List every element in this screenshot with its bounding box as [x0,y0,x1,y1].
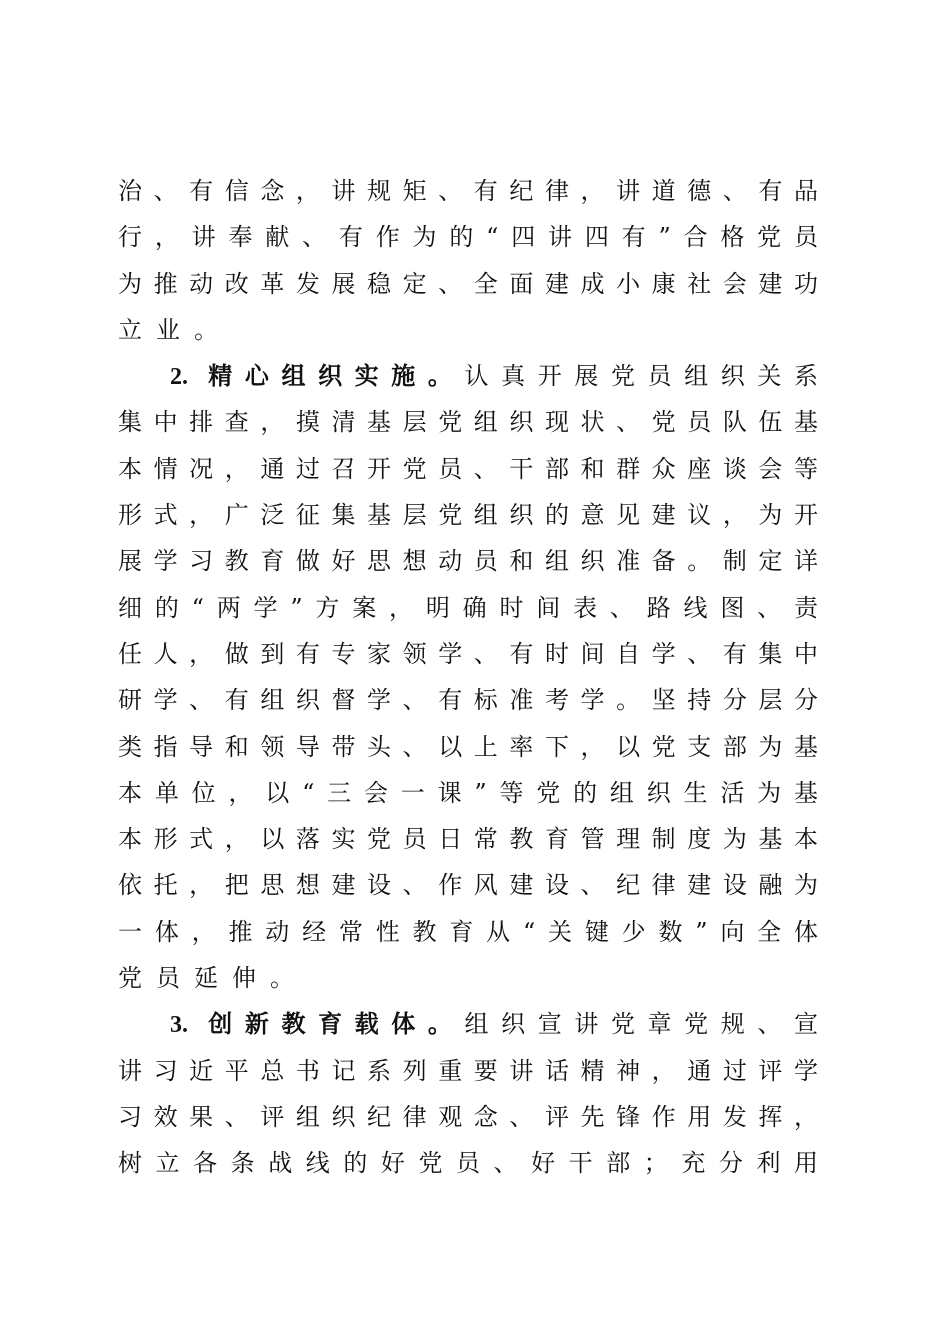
document-body [118,168,818,1187]
section-heading: 精心组织实施。 [208,362,465,391]
text-line: 行，讲奉献、有作为的“四讲四有”合格党员 [118,223,818,252]
text-line: 党员延伸。 [118,964,308,993]
text-line: 一体，推动经常性教育从“关键少数”向全体 [118,917,818,946]
text-line: 树立各条战线的好党员、好干部；充分利用 [118,1149,818,1178]
section-number: 2. [170,364,188,391]
text-run: 组织宣讲党章党规、宣 [464,1010,818,1039]
text-line: 本单位，以“三会一课”等党的组织生活为基 [118,778,818,807]
section-number: 3. [170,1012,188,1039]
paragraph-heading-line [118,353,818,399]
text-line: 类指导和领导带头、以上率下，以党支部为基 [118,732,818,761]
text-run: 认真开展党员组织关系 [464,362,818,391]
text-line: 研学、有组织督学、有标准考学。坚持分层分 [118,686,818,715]
text-line: 为推动改革发展稳定、全面建成小康社会建功 [118,269,818,298]
text-line: 展学习教育做好思想动员和组织准备。制定详 [118,547,818,576]
text-line: 讲习近平总书记系列重要讲话精神，通过评学 [118,1056,818,1085]
text-line: 细的“两学”方案，明确时间表、路线图、责 [118,593,818,622]
text-line: 本形式，以落实党员日常教育管理制度为基本 [118,825,818,854]
text-line: 依托，把思想建设、作风建设、纪律建设融为 [118,871,818,900]
text-line: 立业。 [118,315,232,344]
section-heading: 创新教育载体。 [208,1010,465,1039]
paragraph-heading-line [118,1001,818,1047]
text-line: 任人，做到有专家领学、有时间自学、有集中 [118,639,818,668]
text-line: 习效果、评组织纪律观念、评先锋作用发挥， [118,1102,818,1131]
text-line: 集中排查，摸清基层党组织现状、党员队伍基 [118,408,818,437]
text-line: 本情况，通过召开党员、干部和群众座谈会等 [118,454,818,483]
text-line: 治、有信念，讲规矩、有纪律，讲道德、有品 [118,177,818,205]
text-line: 形式，广泛征集基层党组织的意见建议，为开 [118,501,818,530]
